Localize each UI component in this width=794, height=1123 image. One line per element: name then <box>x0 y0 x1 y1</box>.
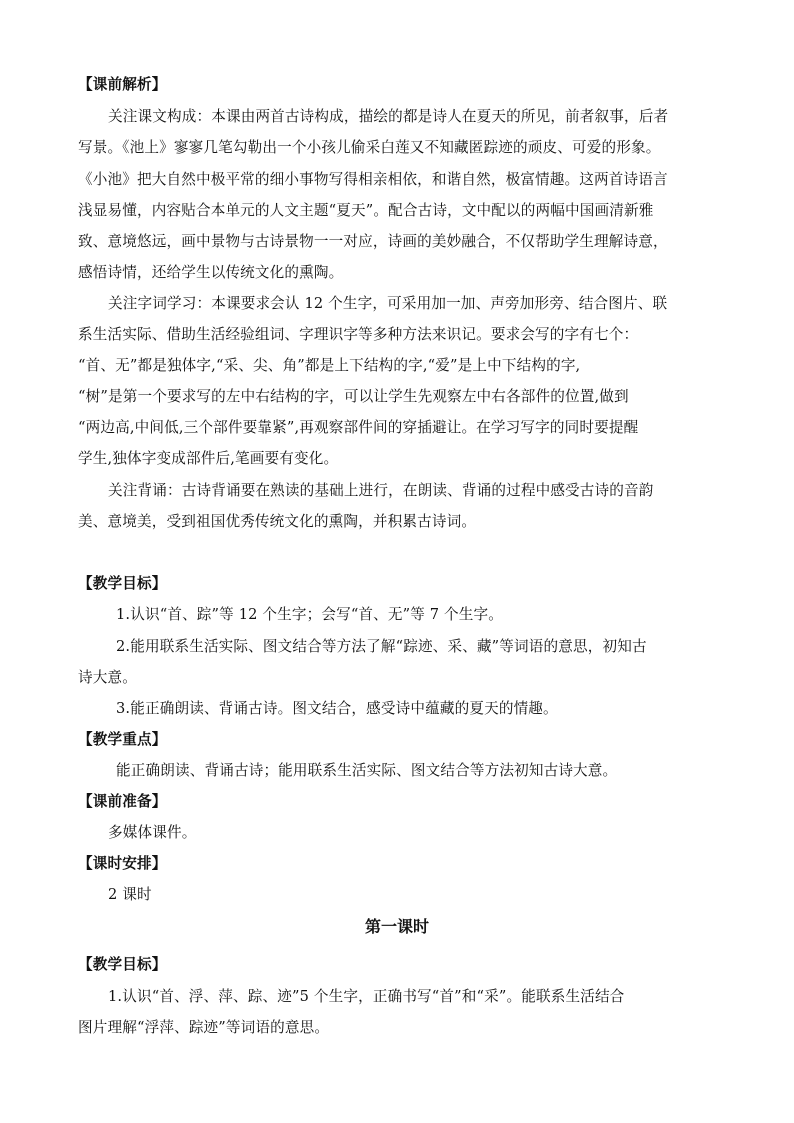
lesson-goal-item: 1.认识“首、浮、萍、踪、迹”5 个生字，正确书写“首”和“采”。能联系生活结合 <box>108 988 625 1005</box>
section-heading-schedule: 【课时安排】 <box>78 855 167 872</box>
paragraph-line: 致、意境悠远，画中景物与古诗景物一一对应，诗画的美妙融合，不仅帮助学生理解诗意， <box>78 233 668 250</box>
paragraph-line: “两边高,中间低,三个部件要靠紧”,再观察部件间的穿插避让。在学习写字的同时要提醒 <box>78 419 639 436</box>
section-heading-prep: 【课前准备】 <box>78 793 167 810</box>
schedule-text: 2 课时 <box>108 886 152 903</box>
section-heading-focus: 【教学重点】 <box>78 731 167 748</box>
paragraph-line: “树”是第一个要求写的左中右结构的字，可以让学生先观察左中右各部件的位置,做到 <box>78 388 629 405</box>
paragraph-line: 《小池》把大自然中极平常的细小事物写得相亲相依，和谐自然，极富情趣。这两首诗语言 <box>78 171 668 188</box>
focus-text: 能正确朗读、背诵古诗；能用联系生活实际、图文结合等方法初知古诗大意。 <box>116 762 618 779</box>
paragraph-line: 系生活实际、借助生活经验组词、字理识字等多种方法来识记。要求会写的字有七个： <box>78 326 639 343</box>
section-heading-analysis: 【课前解析】 <box>78 76 167 93</box>
goal-item-continuation: 诗大意。 <box>78 669 137 686</box>
lesson-title: 第一课时 <box>364 917 429 936</box>
paragraph-line: 感悟诗情，还给学生以传统文化的熏陶。 <box>78 264 344 281</box>
paragraph-line: 学生,独体字变成部件后,笔画要有变化。 <box>78 450 339 467</box>
section-heading-lesson-goals: 【教学目标】 <box>78 956 167 973</box>
paragraph-line: 关注字词学习：本课要求会认 12 个生字，可采用加一加、声旁加形旁、结合图片、联 <box>108 295 668 312</box>
paragraph-line: 关注背诵：古诗背诵要在熟读的基础上进行，在朗读、背诵的过程中感受古诗的音韵 <box>108 482 654 499</box>
goal-item: 2.能用联系生活实际、图文结合等方法了解“踪迹、采、藏”等词语的意思，初知古 <box>116 638 647 655</box>
goal-item: 3.能正确朗读、背诵古诗。图文结合，感受诗中蕴藏的夏天的情趣。 <box>116 700 558 717</box>
paragraph-line: 美、意境美，受到祖国优秀传统文化的熏陶，并积累古诗词。 <box>78 513 477 530</box>
paragraph-line: 写景。《池上》寥寥几笔勾勒出一个小孩儿偷采白莲又不知藏匿踪迹的顽皮、可爱的形象。 <box>78 139 661 156</box>
goal-item: 1.认识“首、踪”等 12 个生字；会写“首、无”等 7 个生字。 <box>116 606 504 623</box>
paragraph-line: 关注课文构成：本课由两首古诗构成，描绘的都是诗人在夏天的所见，前者叙事，后者 <box>108 108 669 125</box>
prep-text: 多媒体课件。 <box>108 824 197 841</box>
paragraph-line: 浅显易懂，内容贴合本单元的人文主题“夏天”。配合古诗，文中配以的两幅中国画清新雅 <box>78 202 654 219</box>
lesson-goal-continuation: 图片理解“浮萍、踪迹”等词语的意思。 <box>78 1019 330 1036</box>
section-heading-goals: 【教学目标】 <box>78 575 167 592</box>
paragraph-line: “首、无”都是独体字,“采、尖、角”都是上下结构的字,“爱”是上中下结构的字, <box>78 357 581 374</box>
